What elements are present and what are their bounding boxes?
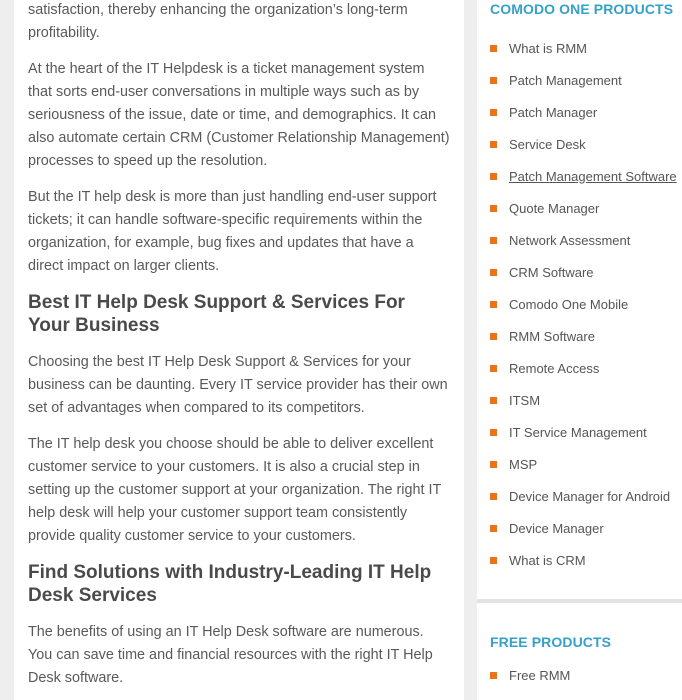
sidebar-link-patch-management-software[interactable]: Patch Management Software [509, 168, 677, 184]
square-bullet-icon [490, 557, 497, 564]
sidebar-link-device-manager-android[interactable]: Device Manager for Android [509, 488, 671, 504]
square-bullet-icon [490, 45, 497, 52]
list-item[interactable] [490, 256, 682, 288]
article-paragraph-0: satisfaction, thereby enhancing the organization’s long-term profitability. [28, 2, 408, 41]
sidebar [477, 0, 682, 700]
list-item[interactable] [490, 416, 682, 448]
sidebar-link-device-manager[interactable]: Device Manager [509, 520, 604, 536]
list-item[interactable] [490, 288, 682, 320]
sidebar-link-free-rmm[interactable]: Free RMM [509, 667, 571, 683]
list-item[interactable] [490, 32, 682, 64]
comodo-one-products-heading: COMODO ONE PRODUCTS [490, 1, 674, 17]
list-item[interactable] [490, 448, 682, 480]
square-bullet-icon [490, 397, 497, 404]
list-item[interactable] [490, 64, 682, 96]
sidebar-link-remote-access[interactable]: Remote Access [509, 360, 600, 376]
square-bullet-icon [490, 429, 497, 436]
list-item[interactable] [490, 544, 682, 576]
sidebar-link-msp[interactable]: MSP [509, 456, 538, 472]
square-bullet-icon [490, 205, 497, 212]
square-bullet-icon [490, 525, 497, 532]
square-bullet-icon [490, 237, 497, 244]
article-paragraph-3: Choosing the best IT Help Desk Support & Services for your business can be daunting. Every IT service provider has their own set of advantages when compared to its competitors. [28, 354, 448, 416]
sidebar-link-crm-software[interactable]: CRM Software [509, 264, 594, 280]
products-list [490, 32, 682, 576]
article-paragraph-1: At the heart of the IT Helpdesk is a ticket management system that sorts end-user conversations in multiple ways such as by seriousness of the issue, date or time, and demographics. It can also automate certain CRM (Customer Relationship Management) processes to speed up the resolution. [28, 61, 450, 169]
square-bullet-icon [490, 173, 497, 180]
sidebar-link-network-assessment[interactable]: Network Assessment [509, 232, 631, 248]
article-paragraph-4: The IT help desk you choose should be able to deliver excellent customer service to your customers. It is also a crucial step in setting up the customer support at your organization. The right IT help desk will help your customer support team consistently provide quality customer service to your customers. [28, 436, 442, 544]
list-item[interactable] [490, 160, 682, 192]
free-products-list [490, 659, 682, 691]
sidebar-link-quote-manager[interactable]: Quote Manager [509, 200, 600, 216]
square-bullet-icon [490, 301, 497, 308]
sidebar-link-comodo-one-mobile[interactable]: Comodo One Mobile [509, 296, 629, 312]
sidebar-link-it-service-management[interactable]: IT Service Management [509, 424, 647, 440]
square-bullet-icon [490, 77, 497, 84]
list-item[interactable] [490, 128, 682, 160]
sidebar-link-what-is-crm[interactable]: What is CRM [509, 552, 586, 568]
list-item[interactable] [490, 192, 682, 224]
section-heading-best-help-desk: Best IT Help Desk Support & Services For Your Business [28, 292, 405, 336]
list-item[interactable] [490, 384, 682, 416]
square-bullet-icon [490, 269, 497, 276]
free-products-heading: FREE PRODUCTS [490, 634, 612, 650]
sidebar-link-patch-management[interactable]: Patch Management [509, 72, 622, 88]
sidebar-link-what-is-rmm[interactable]: What is RMM [509, 40, 587, 56]
sidebar-link-patch-manager[interactable]: Patch Manager [509, 104, 598, 120]
list-item[interactable] [490, 480, 682, 512]
list-item[interactable] [490, 352, 682, 384]
sidebar-link-rmm-software[interactable]: RMM Software [509, 328, 595, 344]
square-bullet-icon [490, 365, 497, 372]
square-bullet-icon [490, 493, 497, 500]
list-item[interactable] [490, 96, 682, 128]
article-content [14, 0, 464, 700]
sidebar-link-itsm[interactable]: ITSM [509, 392, 541, 408]
square-bullet-icon [490, 672, 497, 679]
square-bullet-icon [490, 141, 497, 148]
sidebar-divider [477, 599, 682, 603]
article-paragraph-5: The benefits of using an IT Help Desk software are numerous. You can save time and financial resources with the right IT Help Desk software. [28, 624, 433, 686]
list-item[interactable] [490, 224, 682, 256]
square-bullet-icon [490, 109, 497, 116]
list-item[interactable] [490, 512, 682, 544]
square-bullet-icon [490, 461, 497, 468]
list-item[interactable] [490, 320, 682, 352]
list-item[interactable] [490, 659, 682, 691]
section-heading-find-solutions: Find Solutions with Industry-Leading IT Help Desk Services [28, 562, 432, 606]
square-bullet-icon [490, 333, 497, 340]
article-paragraph-2: But the IT help desk is more than just handling end-user support tickets; it can handle software-specific requirements within the organization, for example, bug fixes and updates that have a direct impact on larger clients. [28, 189, 437, 274]
sidebar-link-service-desk[interactable]: Service Desk [509, 136, 586, 152]
